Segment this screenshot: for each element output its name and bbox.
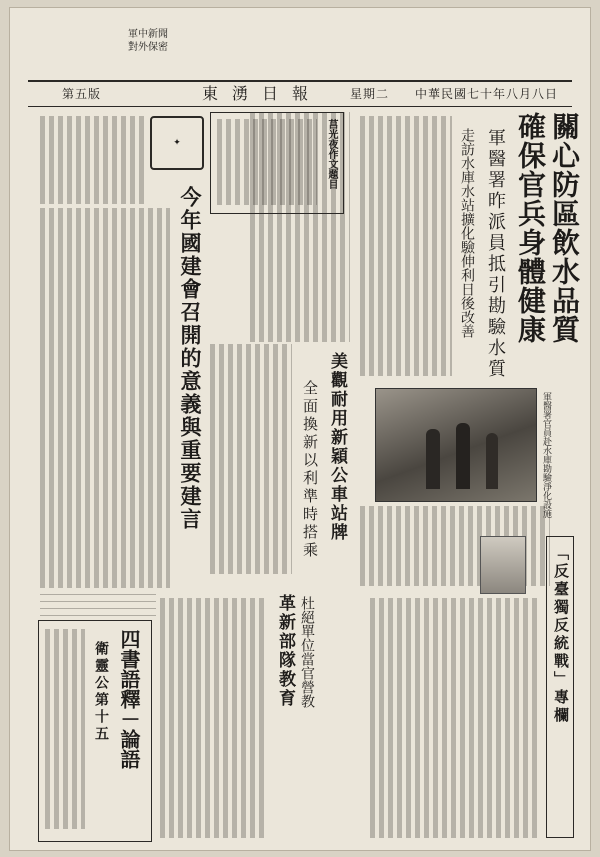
congress-headline: 今年國建會召開的意義與重要建言	[178, 186, 203, 531]
photo-figure	[486, 433, 498, 489]
lead-headline-2: 確保官兵身體健康	[514, 112, 547, 344]
photo-figure	[426, 429, 440, 489]
column-body-text	[370, 598, 540, 838]
lead-headline-1: 關心防區飲水品質	[548, 112, 581, 344]
column-title: 「反臺獨反統戰」專欄	[552, 545, 570, 725]
reform-line-2: 革新部隊教育	[275, 594, 295, 708]
lead-body-text	[360, 116, 452, 376]
reform-body-text	[160, 598, 268, 838]
lunyu-text	[45, 629, 85, 829]
weekday: 星期二	[350, 87, 390, 101]
lead-subhead-1: 軍醫署昨派員抵引勘驗水質	[485, 128, 506, 380]
essay-title: 莒光夜作文題目	[326, 119, 337, 189]
column-seal-logo: ✦	[150, 116, 204, 170]
lunyu-title: 四書語釋－論語	[117, 629, 141, 769]
photo-caption: 軍醫署官員赴水庫勘驗淨化設施	[541, 392, 551, 518]
congress-body-text	[40, 208, 170, 588]
photo-figure	[456, 423, 470, 489]
bus-body-text	[210, 344, 292, 574]
stamp-line-1: 軍中新聞	[128, 29, 168, 40]
news-photo	[375, 388, 537, 502]
masthead-top-rule	[28, 80, 572, 82]
paper-name: 東湧日報	[202, 84, 323, 103]
page-number: 第五版	[62, 87, 102, 101]
top-left-text	[40, 116, 144, 204]
essay-box	[210, 112, 344, 214]
column-title-box	[546, 536, 574, 838]
bus-subhead: 全面換新以利準時搭乘	[301, 380, 319, 560]
bus-headline: 美觀耐用新穎公車站牌	[327, 352, 347, 542]
author-portrait	[480, 536, 526, 594]
table-text	[40, 594, 156, 616]
lunyu-box	[38, 620, 152, 842]
masthead-bottom-rule	[28, 106, 572, 107]
stamp-line-2: 對外保密	[128, 42, 168, 53]
lunyu-subtitle: 衛靈公第十五	[93, 641, 109, 743]
newspaper-page	[10, 8, 590, 850]
issue-date: 中華民國七十年八月八日	[415, 87, 559, 101]
lead-subhead-2: 走訪水庫水站擴化驗伸利日後改善	[459, 128, 475, 338]
classified-stamp	[128, 28, 168, 54]
reform-line-1: 杜絕單位當官營教	[299, 596, 315, 708]
essay-text	[217, 119, 317, 205]
